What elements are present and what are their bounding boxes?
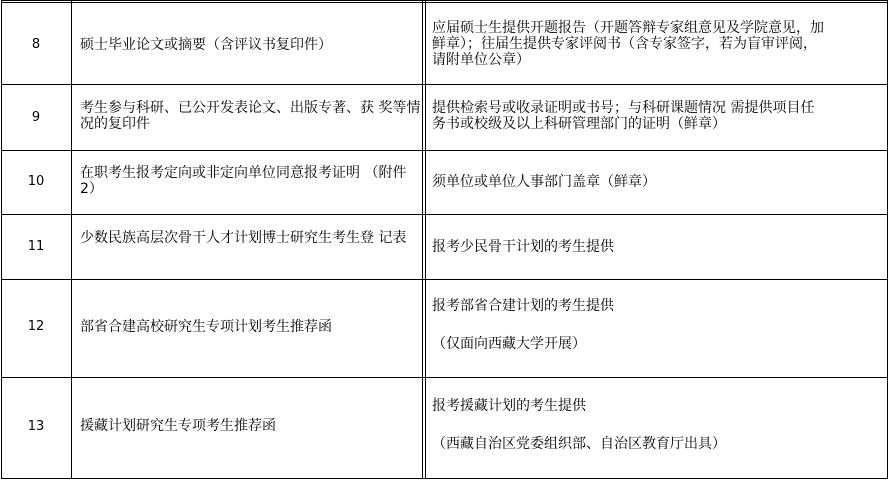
note-line: 须单位或单位人事部门盖章（鲜章） bbox=[432, 174, 656, 190]
item-cell bbox=[80, 418, 422, 434]
note-line: 提供检索号或收录证明或书号；与科研课题情况 需提供项目任 bbox=[432, 100, 815, 116]
row-number: 8 bbox=[31, 37, 41, 52]
row-border bbox=[1, 150, 888, 151]
column-border bbox=[887, 0, 888, 479]
column-border bbox=[422, 0, 423, 479]
item-line: 考生参与科研、已公开发表论文、出版专著、获 bbox=[80, 100, 374, 116]
row-border bbox=[1, 478, 888, 479]
row-number: 11 bbox=[27, 239, 45, 254]
item-line: 硕士毕业论文或摘要（含评议书复印件） bbox=[80, 37, 332, 53]
note-line: 报考少民骨干计划的考生提供 bbox=[432, 239, 614, 255]
row-border bbox=[1, 84, 888, 85]
note-cell bbox=[432, 398, 882, 452]
item-cell bbox=[80, 37, 422, 53]
note-cell bbox=[432, 239, 882, 255]
item-line: 援藏计划研究生专项考生推荐函 bbox=[80, 418, 276, 434]
column-border bbox=[71, 0, 72, 479]
item-line: 部省合建高校研究生专项计划考生推荐函 bbox=[80, 319, 332, 335]
item-cell bbox=[80, 100, 422, 132]
note-line: （西藏自治区党委组织部、自治区教育厅出具） bbox=[432, 436, 726, 452]
row-border bbox=[1, 0, 888, 1]
row-border bbox=[1, 2, 888, 3]
note-line: 务书或校级及以上科研管理部门的证明（鲜章） bbox=[432, 116, 726, 132]
note-line: 报考部省合建计划的考生提供 bbox=[432, 298, 614, 314]
item-cell bbox=[80, 165, 422, 197]
note-line: 报考援藏计划的考生提供 bbox=[432, 398, 586, 414]
row-number: 13 bbox=[27, 419, 45, 434]
item-cell bbox=[80, 319, 422, 335]
note-line: 请附单位公章） bbox=[432, 52, 530, 68]
item-cell bbox=[80, 230, 422, 246]
note-cell bbox=[432, 100, 882, 132]
item-line: 少数民族高层次骨干人才计划博士研究生考生登 bbox=[80, 230, 374, 246]
item-line: 在职考生报考定向或非定向单位同意报考证明 bbox=[80, 165, 360, 181]
row-border bbox=[1, 279, 888, 280]
note-cell bbox=[432, 20, 882, 68]
item-line: 奖等情况的复印件 bbox=[80, 100, 421, 132]
item-line: （附件2） bbox=[80, 165, 407, 197]
column-border bbox=[425, 0, 426, 479]
item-line: 记表 bbox=[378, 230, 407, 246]
note-line: 应届硕士生提供开题报告（开题答辩专家组意见及学院意见，加 bbox=[432, 20, 824, 36]
row-number: 12 bbox=[27, 319, 45, 334]
note-line: （仅面向西藏大学开展） bbox=[432, 336, 586, 352]
row-border bbox=[1, 377, 888, 378]
note-cell bbox=[432, 174, 882, 190]
row-number: 9 bbox=[31, 110, 41, 125]
note-line: 鲜章）；往届生提供专家评阅书（含专家签字，若为盲审评阅， bbox=[432, 36, 817, 52]
row-border bbox=[1, 214, 888, 215]
row-number: 10 bbox=[27, 174, 45, 189]
note-cell bbox=[432, 298, 882, 352]
